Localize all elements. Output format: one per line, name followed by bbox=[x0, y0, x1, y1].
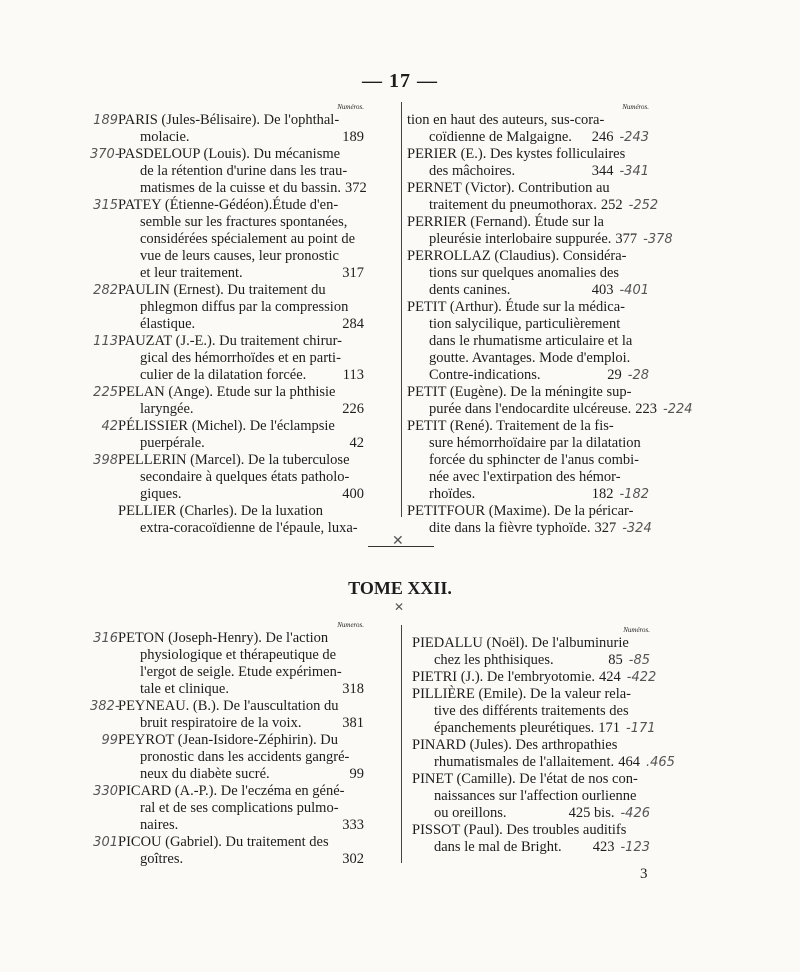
entry-text: PEYROT (Jean-Isidore-Zéphirin). Du bbox=[118, 732, 338, 748]
entry-line bbox=[412, 805, 650, 822]
entry-line bbox=[118, 231, 364, 248]
handwritten-cross-mark: ✕ bbox=[392, 533, 404, 549]
handwritten-annotation: 99 bbox=[101, 733, 118, 748]
entry-number: 372 bbox=[344, 180, 367, 196]
entry-text: physiologique et thérapeutique de bbox=[140, 647, 337, 663]
entry-text: semble sur les fractures spontanées, bbox=[140, 214, 348, 230]
entry-line bbox=[118, 647, 364, 664]
entry-number: 403 bbox=[591, 282, 614, 298]
entry-line bbox=[407, 316, 649, 333]
index-entry bbox=[412, 635, 650, 669]
entry-text: PINET (Camille). De l'état de nos con- bbox=[412, 771, 638, 787]
entry-text: PILLIÈRE (Emile). De la valeur rela- bbox=[412, 686, 632, 702]
index-entry bbox=[93, 783, 364, 834]
handwritten-annotation: 225 bbox=[93, 385, 118, 400]
entry-line bbox=[412, 737, 650, 754]
entry-text: purée dans l'endocardite ulcéreuse. bbox=[429, 401, 632, 417]
entry-line bbox=[407, 231, 673, 248]
entry-line bbox=[407, 418, 649, 435]
entry-text: chez les phthisiques. bbox=[434, 652, 554, 668]
handwritten-annotation: 370- bbox=[90, 147, 120, 162]
entry-text: naissances sur l'affection ourlienne bbox=[434, 788, 637, 804]
entry-text: PELAN (Ange). Etude sur la phthisie bbox=[118, 384, 336, 400]
entry-number: 284 bbox=[342, 316, 364, 332]
entry-number: 377 bbox=[615, 231, 638, 247]
entry-text: puerpérale. bbox=[140, 435, 205, 451]
entry-text: extra-coracoïdienne de l'épaule, luxa- bbox=[140, 520, 358, 536]
entry-line bbox=[118, 112, 364, 129]
index-entry bbox=[90, 146, 367, 197]
entry-text: tion en haut des auteurs, sus-cora- bbox=[407, 112, 605, 128]
handwritten-annotation: -422 bbox=[626, 670, 657, 685]
entry-line bbox=[407, 435, 649, 452]
entry-line bbox=[412, 788, 650, 805]
entry-text: tive des différents traitements des bbox=[434, 703, 629, 719]
entry-line bbox=[412, 754, 675, 771]
entry-line bbox=[118, 630, 364, 647]
entry-text: PERIER (E.). Des kystes folliculaires bbox=[407, 146, 626, 162]
entry-line bbox=[407, 299, 649, 316]
index-entry bbox=[93, 197, 364, 282]
entry-text: ral et de ses complications pulmo- bbox=[140, 800, 339, 816]
entry-line bbox=[412, 703, 650, 720]
index-entry bbox=[412, 737, 675, 771]
entry-number: 318 bbox=[342, 681, 364, 697]
footer-page-number: 3 bbox=[640, 866, 648, 882]
entry-line bbox=[118, 749, 364, 766]
entry-text: épanchements pleurétiques. bbox=[434, 720, 595, 736]
index-entry bbox=[407, 248, 649, 299]
handwritten-annotation: 301 bbox=[93, 835, 118, 850]
numbers-column-header: Numeros. bbox=[337, 621, 364, 629]
entry-text: PISSOT (Paul). Des troubles auditifs bbox=[412, 822, 627, 838]
entry-line bbox=[412, 652, 650, 669]
handwritten-annotation: -324 bbox=[622, 521, 652, 536]
entry-text: des mâchoires. bbox=[429, 163, 516, 179]
handwritten-annotation: 330 bbox=[93, 784, 118, 799]
entry-text: rhumatismales de l'allaitement. bbox=[434, 754, 615, 770]
entry-number: 464 bbox=[618, 754, 640, 770]
entry-line bbox=[407, 520, 652, 537]
entry-line bbox=[118, 418, 364, 435]
index-entry bbox=[93, 834, 364, 868]
index-entry bbox=[407, 146, 649, 180]
entry-text: PETITFOUR (Maxime). De la péricar- bbox=[407, 503, 634, 519]
entry-text: dents canines. bbox=[429, 282, 511, 298]
entry-text: PETIT (Arthur). Étude sur la médica- bbox=[407, 299, 625, 315]
handwritten-annotation: -85 bbox=[628, 653, 650, 668]
entry-text: sure hémorrhoïdaire par la dilatation bbox=[429, 435, 641, 451]
entry-text: vue de leurs causes, leur pronostic bbox=[140, 248, 339, 264]
handwritten-annotation: 382- bbox=[90, 699, 120, 714]
entry-line bbox=[412, 669, 657, 686]
entry-text: pronostic dans les accidents gangré- bbox=[140, 749, 350, 765]
entry-line bbox=[118, 163, 364, 180]
entry-line bbox=[118, 299, 364, 316]
entry-text: PAULIN (Ernest). Du traitement du bbox=[118, 282, 326, 298]
entry-number: 302 bbox=[342, 851, 364, 867]
entry-text: née avec l'extirpation des hémor- bbox=[429, 469, 621, 485]
entry-text: PÉLISSIER (Michel). De l'éclampsie bbox=[118, 418, 335, 434]
handwritten-annotation: 398 bbox=[93, 453, 118, 468]
index-entry bbox=[118, 503, 364, 537]
entry-text: PETON (Joseph-Henry). De l'action bbox=[118, 630, 329, 646]
entry-line bbox=[407, 367, 649, 384]
entry-line bbox=[407, 503, 649, 520]
entry-text: laryngée. bbox=[140, 401, 194, 417]
entry-line bbox=[118, 248, 364, 265]
handwritten-annotation: -224 bbox=[663, 402, 693, 417]
entry-line bbox=[118, 698, 364, 715]
column-left-lower bbox=[90, 620, 364, 868]
entry-number: 113 bbox=[342, 367, 364, 383]
handwritten-annotation: -243 bbox=[619, 130, 649, 145]
entry-text: PIETRI (J.). De l'embryotomie. bbox=[412, 669, 596, 685]
entry-line bbox=[118, 681, 364, 698]
index-entry bbox=[407, 384, 693, 418]
entry-line bbox=[118, 129, 364, 146]
entry-number: 425 bis. bbox=[568, 805, 615, 821]
entry-text: PELLIER (Charles). De la luxation bbox=[118, 503, 323, 519]
entry-line bbox=[412, 686, 650, 703]
entry-text: PETIT (Eugène). De la méningite sup- bbox=[407, 384, 632, 400]
tome-title: TOME XXII. bbox=[348, 578, 452, 598]
entry-line bbox=[118, 452, 364, 469]
handwritten-annotation: 113 bbox=[93, 334, 118, 349]
handwritten-annotation: 316 bbox=[93, 631, 118, 646]
page-number: — 17 — bbox=[362, 70, 438, 92]
entry-line bbox=[407, 214, 649, 231]
entry-text: PETIT (René). Traitement de la fis- bbox=[407, 418, 614, 434]
entry-text: bruit respiratoire de la voix. bbox=[140, 715, 302, 731]
column-left-upper bbox=[90, 102, 367, 537]
entry-number: 423 bbox=[592, 839, 615, 855]
handwritten-cross-mark: ✕ bbox=[394, 600, 405, 614]
entry-line bbox=[118, 469, 364, 486]
entry-line bbox=[407, 486, 649, 503]
entry-line bbox=[407, 384, 649, 401]
entry-text: traitement du pneumothorax. bbox=[429, 197, 597, 213]
entry-line bbox=[118, 732, 364, 749]
entry-text: molacie. bbox=[140, 129, 190, 145]
entry-text: PINARD (Jules). Des arthropathies bbox=[412, 737, 618, 753]
handwritten-annotation: .465 bbox=[645, 755, 675, 770]
handwritten-annotation: -252 bbox=[628, 198, 659, 213]
entry-line bbox=[118, 664, 364, 681]
entry-line bbox=[118, 783, 364, 800]
entry-line bbox=[407, 180, 649, 197]
entry-line bbox=[118, 146, 364, 163]
entry-text: dans le rhumatisme articulaire et la bbox=[429, 333, 633, 349]
entry-line bbox=[407, 265, 649, 282]
entry-text: coïdienne de Malgaigne. bbox=[429, 129, 572, 145]
entry-text: élastique. bbox=[140, 316, 196, 332]
entry-line bbox=[407, 146, 649, 163]
entry-number: 42 bbox=[349, 435, 364, 451]
entry-text: neux du diabète sucré. bbox=[140, 766, 270, 782]
entry-number: 189 bbox=[342, 129, 364, 145]
entry-line bbox=[118, 180, 367, 197]
entry-number: 182 bbox=[591, 486, 614, 502]
index-entry bbox=[101, 418, 364, 452]
entry-text: phlegmon diffus par la compression bbox=[140, 299, 349, 315]
entry-line bbox=[118, 435, 364, 452]
entry-number: 333 bbox=[342, 817, 364, 833]
column-right-upper bbox=[407, 102, 693, 537]
entry-line bbox=[118, 766, 364, 783]
index-entry bbox=[407, 214, 673, 248]
entry-line bbox=[407, 333, 649, 350]
entry-line bbox=[118, 715, 364, 732]
handwritten-annotation: -378 bbox=[643, 232, 673, 247]
index-entry bbox=[412, 686, 656, 737]
entry-line bbox=[118, 333, 364, 350]
entry-text: gical des hémorrhoïdes et en parti- bbox=[140, 350, 341, 366]
entry-text: pleurésie interlobaire suppurée. bbox=[429, 231, 612, 247]
entry-text: tions sur quelques anomalies des bbox=[429, 265, 620, 281]
entry-number: 85 bbox=[608, 652, 623, 668]
entry-text: culier de la dilatation forcée. bbox=[140, 367, 307, 383]
handwritten-annotation: 282 bbox=[93, 283, 118, 298]
index-entry bbox=[93, 282, 364, 333]
index-entry bbox=[407, 112, 649, 146]
entry-line bbox=[118, 401, 364, 418]
numbers-column-header: Numéros. bbox=[623, 626, 650, 634]
entry-text: dans le mal de Bright. bbox=[434, 839, 562, 855]
entry-line bbox=[118, 316, 364, 333]
handwritten-annotation: 315 bbox=[93, 198, 118, 213]
handwritten-annotation: -182 bbox=[619, 487, 649, 502]
entry-line bbox=[412, 720, 656, 737]
index-entry bbox=[412, 771, 650, 822]
entry-text: PICOU (Gabriel). Du traitement des bbox=[118, 834, 329, 850]
entry-text: PAUZAT (J.-E.). Du traitement chirur- bbox=[118, 333, 343, 349]
entry-number: 252 bbox=[600, 197, 623, 213]
entry-line bbox=[118, 367, 364, 384]
entry-line bbox=[118, 834, 364, 851]
entry-text: PELLERIN (Marcel). De la tuberculose bbox=[118, 452, 350, 468]
entry-line bbox=[118, 197, 364, 214]
entry-line bbox=[118, 350, 364, 367]
entry-line bbox=[118, 214, 364, 231]
entry-line bbox=[412, 771, 650, 788]
entry-line bbox=[412, 839, 650, 856]
entry-text: de la rétention d'urine dans les trau- bbox=[140, 163, 348, 179]
entry-number: 246 bbox=[591, 129, 614, 145]
entry-text: PARIS (Jules-Bélisaire). De l'ophthal- bbox=[118, 112, 340, 128]
index-entry bbox=[93, 452, 364, 503]
entry-text: et leur traitement. bbox=[140, 265, 243, 281]
entry-text: PERNET (Victor). Contribution au bbox=[407, 180, 610, 196]
entry-text: tion salycilique, particulièrement bbox=[429, 316, 621, 332]
index-entry bbox=[407, 418, 649, 503]
entry-text: PEYNEAU. (B.). De l'auscultation du bbox=[118, 698, 339, 714]
index-entry bbox=[407, 299, 649, 384]
numbers-column-header: Numéros. bbox=[337, 103, 364, 111]
entry-line bbox=[118, 265, 364, 282]
entry-line bbox=[407, 282, 649, 299]
entry-line bbox=[412, 822, 650, 839]
entry-text: tale et clinique. bbox=[140, 681, 229, 697]
entry-text: forcée du sphincter de l'anus combi- bbox=[429, 452, 639, 468]
entry-text: PASDELOUP (Louis). Du mécanisme bbox=[118, 146, 341, 162]
entry-line bbox=[407, 248, 649, 265]
index-entry bbox=[412, 669, 657, 686]
entry-text: goutte. Avantages. Mode d'emploi. bbox=[429, 350, 631, 366]
entry-line bbox=[407, 452, 649, 469]
entry-line bbox=[407, 469, 649, 486]
entry-line bbox=[407, 163, 649, 180]
handwritten-annotation: -28 bbox=[627, 368, 649, 383]
index-entry bbox=[93, 333, 364, 384]
entry-text: secondaire à quelques états patholo- bbox=[140, 469, 350, 485]
entry-line bbox=[118, 851, 364, 868]
handwritten-annotation: -341 bbox=[619, 164, 649, 179]
entry-text: Contre-indications. bbox=[429, 367, 541, 383]
index-entry bbox=[407, 503, 652, 537]
entry-line bbox=[118, 384, 364, 401]
entry-number: 327 bbox=[594, 520, 617, 536]
entry-number: 381 bbox=[342, 715, 364, 731]
numbers-column-header: Numéros. bbox=[622, 103, 649, 111]
index-entry bbox=[412, 822, 650, 856]
index-entry bbox=[93, 112, 364, 146]
entry-line bbox=[118, 817, 364, 834]
entry-text: PICARD (A.-P.). De l'eczéma en géné- bbox=[118, 783, 345, 799]
entry-number: 99 bbox=[349, 766, 364, 782]
handwritten-annotation: -401 bbox=[619, 283, 649, 298]
entry-text: l'ergot de seigle. Etude expérimen- bbox=[140, 664, 342, 680]
entry-line bbox=[407, 350, 649, 367]
entry-text: ou oreillons. bbox=[434, 805, 507, 821]
column-right-lower bbox=[412, 625, 675, 856]
column-divider bbox=[401, 625, 402, 863]
entry-text: PERROLLAZ (Claudius). Considéra- bbox=[407, 248, 627, 264]
handwritten-annotation: -426 bbox=[620, 806, 650, 821]
entry-number: 226 bbox=[342, 401, 364, 417]
entry-line bbox=[118, 520, 364, 537]
handwritten-annotation: -171 bbox=[626, 721, 656, 736]
entry-text: rhoïdes. bbox=[429, 486, 476, 502]
handwritten-annotation: 42 bbox=[101, 419, 118, 434]
entry-line bbox=[412, 635, 650, 652]
entry-number: 344 bbox=[591, 163, 614, 179]
entry-number: 223 bbox=[635, 401, 658, 417]
index-entry bbox=[90, 698, 364, 732]
entry-text: PIEDALLU (Noël). De l'albuminurie bbox=[412, 635, 629, 651]
index-entry bbox=[101, 732, 364, 783]
entry-number: 317 bbox=[342, 265, 364, 281]
entry-number: 171 bbox=[598, 720, 620, 736]
handwritten-annotation: 189 bbox=[93, 113, 118, 128]
entry-text: matismes de la cuisse et du bassin. bbox=[140, 180, 341, 196]
entry-line bbox=[407, 112, 649, 129]
entry-line bbox=[407, 401, 693, 418]
entry-line bbox=[118, 282, 364, 299]
entry-line bbox=[118, 800, 364, 817]
entry-text: giques. bbox=[140, 486, 182, 502]
entry-line bbox=[118, 503, 364, 520]
index-entry bbox=[407, 180, 659, 214]
entry-line bbox=[407, 197, 659, 214]
entry-line bbox=[118, 486, 364, 503]
entry-number: 424 bbox=[599, 669, 621, 685]
entry-text: goîtres. bbox=[140, 851, 184, 867]
column-divider bbox=[401, 102, 402, 517]
handwritten-annotation: -123 bbox=[620, 840, 650, 855]
index-entry bbox=[93, 630, 364, 698]
entry-text: considérées spécialement au point de bbox=[140, 231, 356, 247]
entry-text: dite dans la fièvre typhoïde. bbox=[429, 520, 591, 536]
index-entry bbox=[93, 384, 364, 418]
entry-number: 29 bbox=[607, 367, 622, 383]
entry-line bbox=[407, 129, 649, 146]
entry-text: PERRIER (Fernand). Étude sur la bbox=[407, 214, 604, 230]
entry-text: naires. bbox=[140, 817, 179, 833]
entry-number: 400 bbox=[342, 486, 364, 502]
entry-text: PATEY (Étienne-Gédéon).Étude d'en- bbox=[118, 197, 339, 213]
